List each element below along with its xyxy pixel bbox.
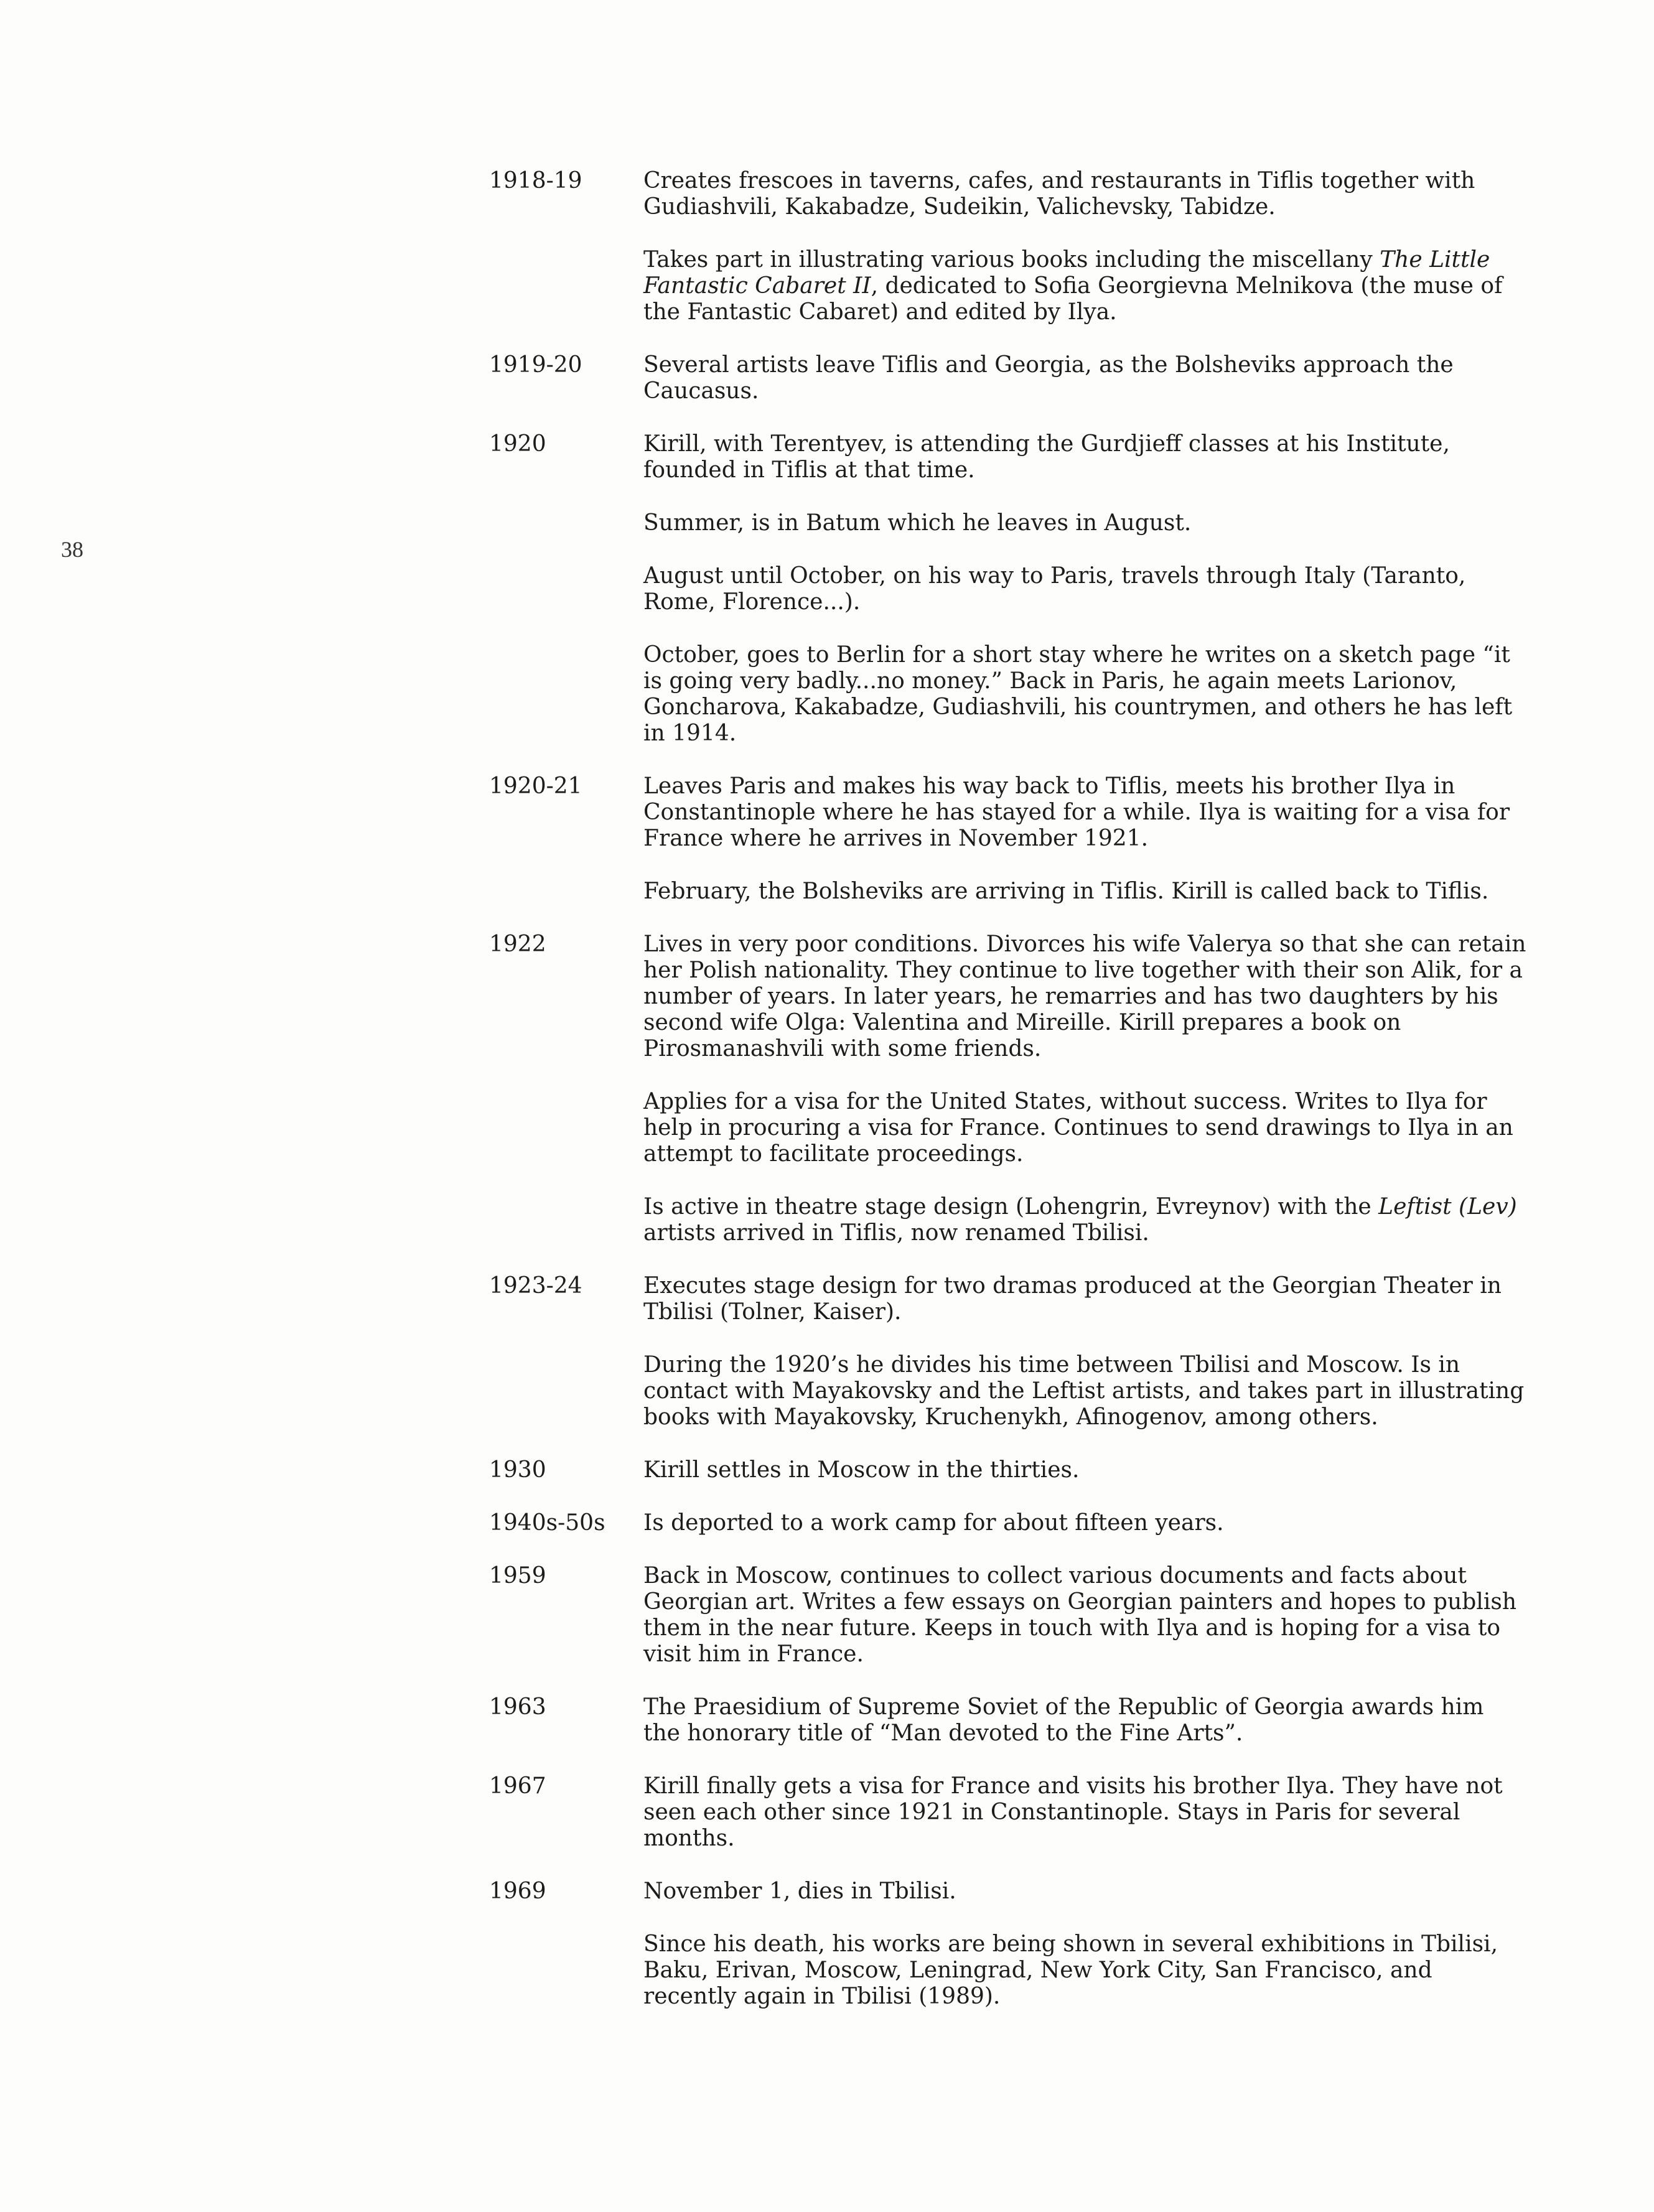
entry-body bbox=[643, 1510, 1527, 1536]
entry-year: 1918-19 bbox=[489, 168, 582, 194]
timeline-entry bbox=[489, 1773, 1535, 1852]
entry-paragraph: Executes stage design for two dramas produced at the Georgian Theater in Tbilisi (Tolner, Kaiser). bbox=[643, 1273, 1502, 1325]
entry-body bbox=[643, 773, 1527, 905]
timeline-entry bbox=[489, 1273, 1535, 1430]
entry-paragraph: Several artists leave Tiflis and Georgia, as the Bolsheviks approach the Caucasus. bbox=[643, 352, 1454, 404]
timeline-entry bbox=[489, 931, 1535, 1246]
entry-body bbox=[643, 431, 1527, 747]
entry-body bbox=[643, 1457, 1527, 1483]
entry-body bbox=[643, 352, 1527, 404]
entry-body bbox=[643, 1773, 1527, 1852]
paragraph-text: Is active in theatre stage design (Lohengrin, Evreynov) with the bbox=[643, 1194, 1379, 1220]
entry-paragraph: November 1, dies in Tbilisi. bbox=[643, 1878, 956, 1904]
entry-year: 1959 bbox=[489, 1563, 546, 1589]
entry-paragraph: Back in Moscow, continues to collect various documents and facts about Georgian art. Writes a few essays on Georgian painters and hopes to publish them in the near future. Keeps in touch with Ilya and is hoping for a visa to visit him in France. bbox=[643, 1563, 1516, 1667]
entry-year: 1919-20 bbox=[489, 352, 582, 378]
entry-paragraph: Kirill, with Terentyev, is attending the Gurdjieff classes at his Institute, founded in Tiflis at that time. bbox=[643, 431, 1450, 483]
chronology-timeline bbox=[489, 168, 1535, 2037]
entry-year: 1920-21 bbox=[489, 773, 582, 799]
timeline-entry bbox=[489, 773, 1535, 905]
entry-year: 1920 bbox=[489, 431, 546, 457]
entry-paragraph: August until October, on his way to Paris, travels through Italy (Taranto, Rome, Florence...). bbox=[643, 563, 1466, 615]
entry-body bbox=[643, 1694, 1527, 1747]
entry-paragraph: Since his death, his works are being shown in several exhibitions in Tbilisi, Baku, Erivan, Moscow, Leningrad, New York City, San Francisco, and recently again in Tbilisi (1989). bbox=[643, 1931, 1498, 2009]
entry-year: 1969 bbox=[489, 1878, 546, 1904]
timeline-entry bbox=[489, 1510, 1535, 1536]
page-number: 38 bbox=[61, 537, 83, 562]
entry-year: 1923-24 bbox=[489, 1273, 582, 1299]
timeline-entry bbox=[489, 1457, 1535, 1483]
entry-body bbox=[643, 1563, 1527, 1668]
entry-paragraph: February, the Bolsheviks are arriving in Tiflis. Kirill is called back to Tiflis. bbox=[643, 879, 1489, 904]
entry-paragraph: Summer, is in Batum which he leaves in August. bbox=[643, 510, 1192, 536]
entry-paragraph: Is deported to a work camp for about fifteen years. bbox=[643, 1510, 1224, 1536]
entry-year: 1967 bbox=[489, 1773, 546, 1799]
paragraph-text: artists arrived in Tiflis, now renamed Tbilisi. bbox=[643, 1220, 1149, 1246]
timeline-entry bbox=[489, 1563, 1535, 1668]
entry-paragraph: Applies for a visa for the United States, without success. Writes to Ilya for help in procuring a visa for France. Continues to send drawings to Ilya in an attempt to facilitate proceedings. bbox=[643, 1089, 1513, 1167]
entry-year: 1940s-50s bbox=[489, 1510, 605, 1536]
italic-title: Leftist (Lev) bbox=[1378, 1194, 1517, 1220]
entry-year: 1922 bbox=[489, 931, 546, 957]
timeline-entry bbox=[489, 431, 1535, 747]
entry-paragraph: Kirill settles in Moscow in the thirties. bbox=[643, 1457, 1080, 1483]
paragraph-text: , dedicated to Sofia Georgievna Melnikova (the muse of the Fantastic Cabaret) and edited by Ilya. bbox=[643, 273, 1503, 325]
timeline-entry bbox=[489, 352, 1535, 404]
entry-body bbox=[643, 931, 1527, 1246]
entry-paragraph: Lives in very poor conditions. Divorces his wife Valerya so that she can retain her Polish nationality. They continue to live together with their son Alik, for a number of years. In later years, he remarries and has two daughters by his second wife Olga: Valentina and Mireille. Kirill prepares a book on Pirosmanashvili with some friends. bbox=[643, 931, 1526, 1062]
entry-paragraph: The Praesidium of Supreme Soviet of the Republic of Georgia awards him the honorary title of “Man devoted to the Fine Arts”. bbox=[643, 1694, 1484, 1746]
entry-year: 1930 bbox=[489, 1457, 546, 1483]
timeline-entry bbox=[489, 1878, 1535, 2010]
entry-body bbox=[643, 168, 1527, 325]
entry-paragraph: Creates frescoes in taverns, cafes, and restaurants in Tiflis together with Gudiashvili, Kakabadze, Sudeikin, Valichevsky, Tabidze. bbox=[643, 168, 1475, 220]
timeline-entry bbox=[489, 168, 1535, 325]
entry-paragraph bbox=[643, 247, 1527, 325]
entry-paragraph: October, goes to Berlin for a short stay where he writes on a sketch page “it is going very badly...no money.” Back in Paris, he again meets Larionov, Goncharova, Kakabadze, Gudiashvili, his countrymen, and others he has left in 1914. bbox=[643, 642, 1513, 746]
entry-paragraph bbox=[643, 1194, 1527, 1246]
entry-body bbox=[643, 1878, 1527, 2010]
entry-year: 1963 bbox=[489, 1694, 546, 1720]
italic-title: The Little Fantastic Cabaret II bbox=[643, 247, 1490, 299]
entry-paragraph: During the 1920’s he divides his time between Tbilisi and Moscow. Is in contact with Mayakovsky and the Leftist artists, and takes part in illustrating books with Mayakovsky, Kruchenykh, Afinogenov, among others. bbox=[643, 1352, 1525, 1430]
paragraph-text: Takes part in illustrating various books including the miscellany bbox=[643, 247, 1380, 273]
entry-paragraph: Leaves Paris and makes his way back to Tiflis, meets his brother Ilya in Constantinople where he has stayed for a while. Ilya is waiting for a visa for France where he arrives in November 1921. bbox=[643, 773, 1510, 851]
entry-paragraph: Kirill finally gets a visa for France and visits his brother Ilya. They have not seen each other since 1921 in Constantinople. Stays in Paris for several months. bbox=[643, 1773, 1503, 1851]
entry-body bbox=[643, 1273, 1527, 1430]
timeline-entry bbox=[489, 1694, 1535, 1747]
